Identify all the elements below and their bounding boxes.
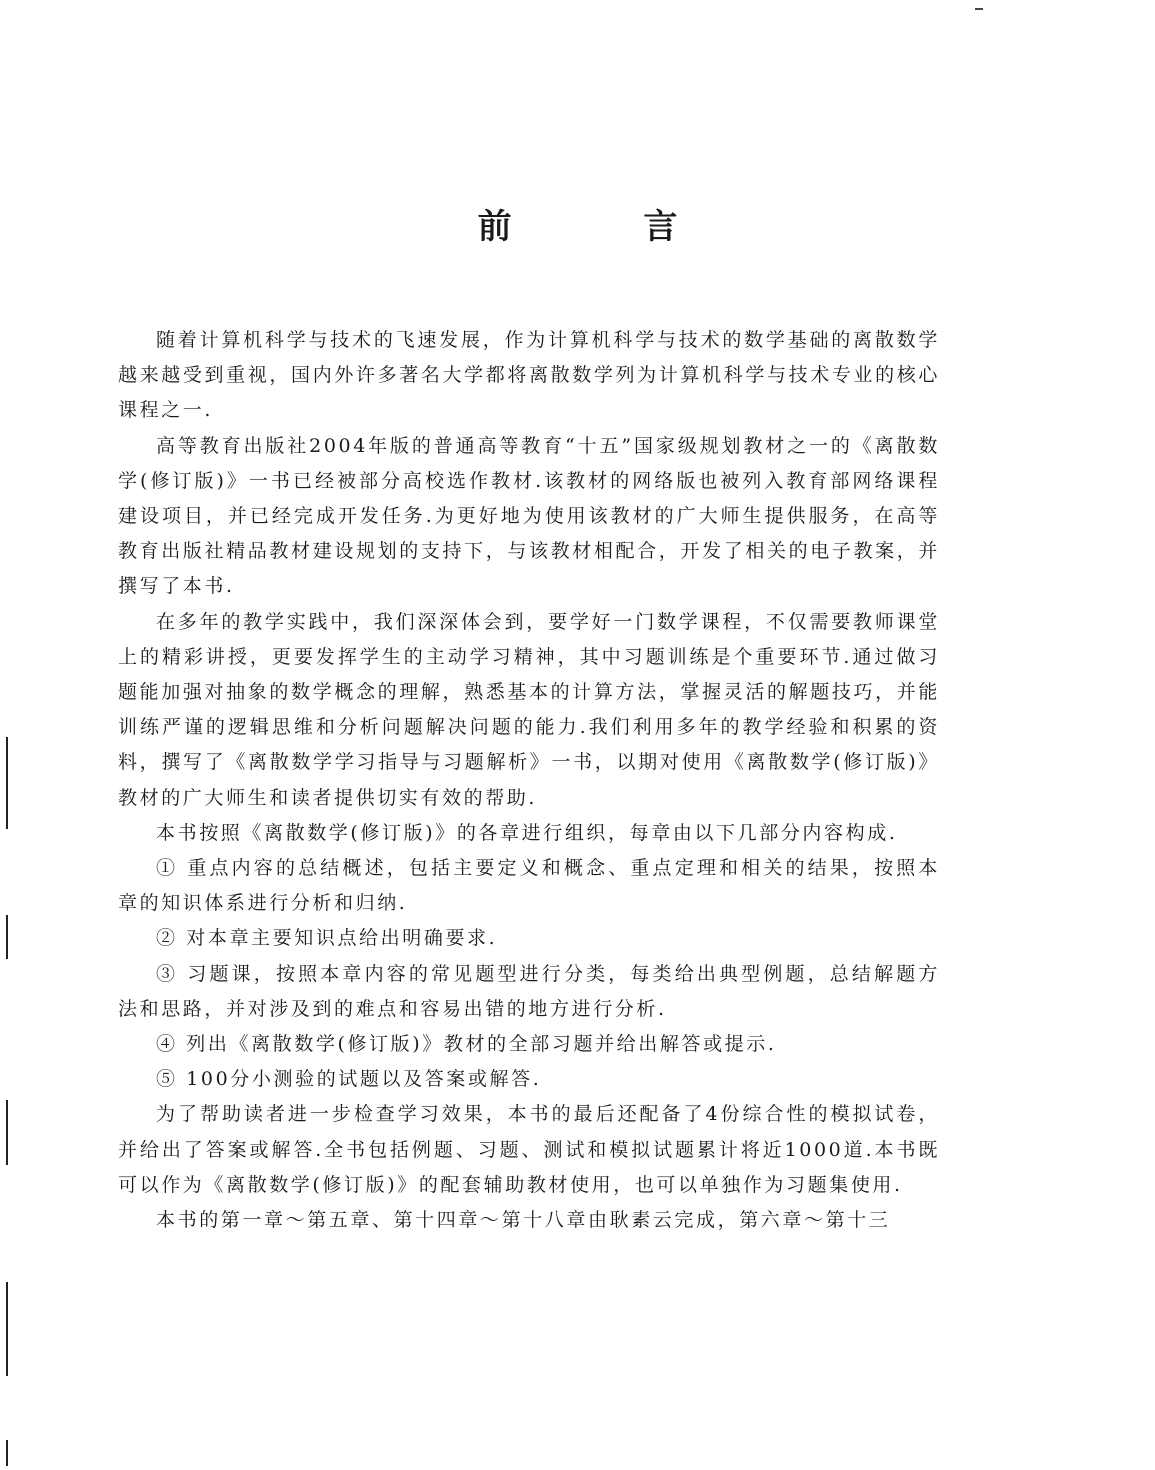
scan-artifact-bar	[6, 1440, 8, 1466]
scan-artifact-dash	[975, 8, 983, 10]
page-title: 前 言	[477, 207, 738, 247]
list-item-3: ③ 习题课，按照本章内容的常见题型进行分类，每类给出典型例题，总结解题方法和思路，并对涉及到的难点和容易出错的地方进行分析.	[118, 962, 940, 1020]
paragraph-structure: 本书按照《离散数学(修订版)》的各章进行组织，每章由以下几部分内容构成.	[156, 821, 898, 844]
paragraph-intro: 随着计算机科学与技术的飞速发展，作为计算机科学与技术的数学基础的离散数学越来越受到重视，国内外许多著名大学都将离散数学列为计算机科学与技术专业的核心课程之一.	[118, 329, 940, 422]
scan-artifact-bar	[6, 1100, 8, 1165]
paragraph-teaching-practice: 在多年的教学实践中，我们深深体会到，要学好一门数学课程，不仅需要教师课堂上的精彩讲授，更要发挥学生的主动学习精神，其中习题训练是个重要环节.通过做习题能加强对抽象的数学概念的理解，熟悉基本的计算方法，掌握灵活的解题技巧，并能训练严谨的逻辑思维和分析问题解决问题的能力.我们利用多年的教学经验和积累的资料，撰写了《离散数学学习指导与习题解析》一书，以期对使用《离散数学(修订版)》教材的广大师生和读者提供切实有效的帮助.	[118, 610, 940, 809]
scan-artifact-bar	[6, 1282, 8, 1376]
list-item-5: ⑤ 100分小测验的试题以及答案或解答.	[156, 1068, 542, 1091]
scan-artifact-bar	[6, 737, 8, 829]
list-item-4: ④ 列出《离散数学(修订版)》教材的全部习题并给出解答或提示.	[156, 1033, 777, 1056]
paragraph-publication: 高等教育出版社2004年版的普通高等教育“十五”国家级规划教材之一的《离散数学(修订版)》一书已经被部分高校选作教材.该教材的网络版也被列入教育部网络课程建设项目，并已经完成开发任务.为更好地为使用该教材的广大师生提供服务，在高等教育出版社精品教材建设规划的支持下，与该教材相配合，开发了相关的电子教案，并撰写了本书.	[118, 434, 940, 598]
preface-body	[118, 323, 940, 1238]
list-item-1: ① 重点内容的总结概述，包括主要定义和概念、重点定理和相关的结果，按照本章的知识体系进行分析和归纳.	[118, 857, 940, 915]
paragraph-authors: 本书的第一章～第五章、第十四章～第十八章由耿素云完成，第六章～第十三	[156, 1209, 891, 1232]
paragraph-exams: 为了帮助读者进一步检查学习效果，本书的最后还配备了4份综合性的模拟试卷，并给出了答案或解答.全书包括例题、习题、测试和模拟试题累计将近1000道.本书既可以作为《离散数学(修订版)》的配套辅助教材使用，也可以单独作为习题集使用.	[118, 1103, 940, 1196]
list-item-2: ② 对本章主要知识点给出明确要求.	[156, 927, 498, 950]
scan-artifact-bar	[6, 915, 8, 959]
